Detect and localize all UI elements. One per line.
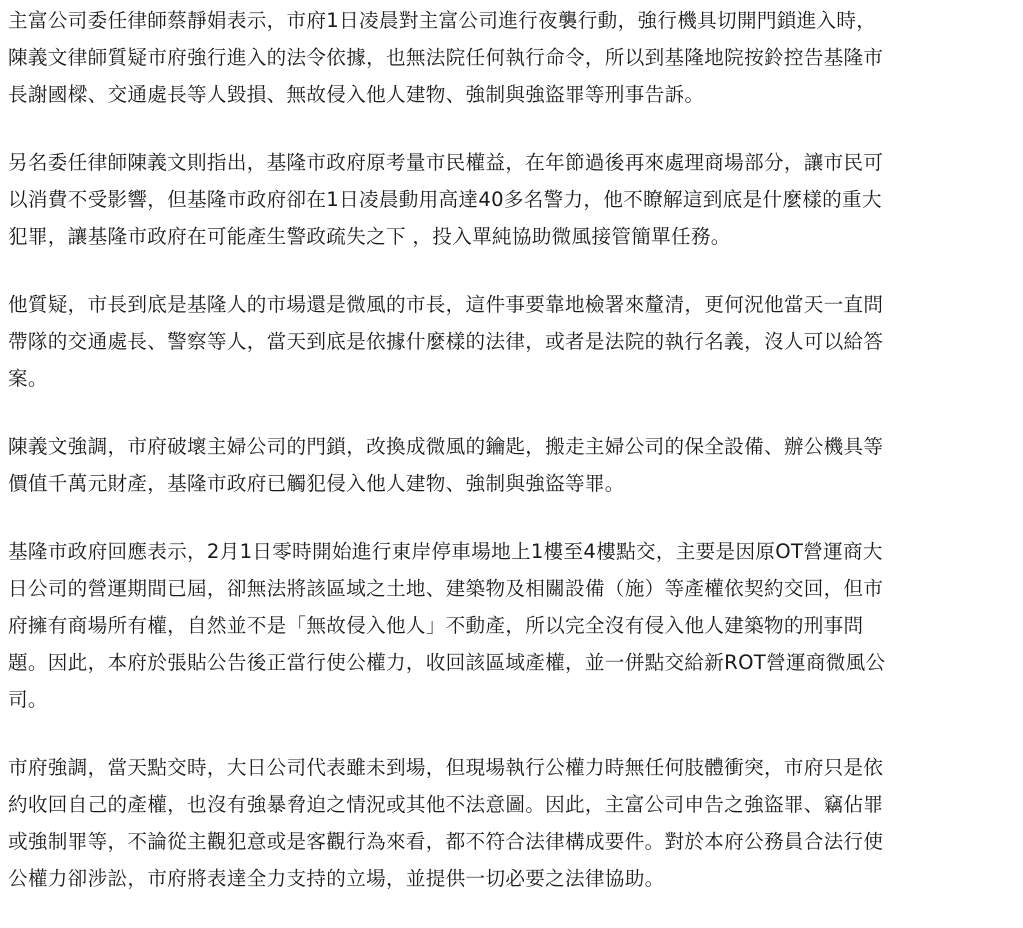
paragraph-line: 案。 [8, 367, 48, 390]
paragraph-line: 日公司的營運期間已屆，卻無法將該區域之土地、建築物及相關設備（施）等產權依契約交回，但市 [8, 577, 884, 600]
paragraph-line: 價值千萬元財產，基隆市政府已觸犯侵入他人建物、強制與強盜等罪。 [8, 472, 625, 495]
paragraph-line: 帶隊的交通處長、警察等人，當天到底是依據什麼樣的法律，或者是法院的執行名義，沒人可以給答 [8, 330, 884, 353]
paragraph-6 [8, 749, 1018, 897]
paragraph-line: 題。因此，本府於張貼公告後正當行使公權力，收回該區域產權，並一併點交給新ROT營運商微風公 [8, 651, 886, 674]
article-body [8, 2, 1018, 928]
paragraph-line: 他質疑，市長到底是基隆人的市場還是微風的市長，這件事要靠地檢署來釐清，更何況他當天一直問 [8, 293, 884, 316]
paragraph-4 [8, 428, 1018, 502]
paragraph-line: 長謝國樑、交通處長等人毀損、無故侵入他人建物、強制與強盜罪等刑事告訴。 [8, 83, 705, 106]
paragraph-2 [8, 144, 1018, 255]
paragraph-line: 約收回自己的產權，也沒有強暴脅迫之情況或其他不法意圖。因此，主富公司申告之強盜罪、竊佔罪 [8, 793, 884, 816]
paragraph-line: 另名委任律師陳義文則指出，基隆市政府原考量市民權益，在年節過後再來處理商場部分，讓市民可 [8, 151, 884, 174]
paragraph-line: 市府強調，當天點交時，大日公司代表雖未到場，但現場執行公權力時無任何肢體衝突，市府只是依 [8, 756, 884, 779]
paragraph-line: 以消費不受影響，但基隆市政府卻在1日凌晨動用高達40多名警力，他不瞭解這到底是什麼樣的重大 [8, 188, 882, 211]
paragraph-1 [8, 2, 1018, 113]
paragraph-line: 基隆市政府回應表示，2月1日零時開始進行東岸停車場地上1樓至4樓點交，主要是因原OT營運商大 [8, 540, 883, 563]
paragraph-line: 主富公司委任律師蔡靜娟表示，市府1日凌晨對主富公司進行夜襲行動，強行機具切開門鎖進入時， [8, 9, 877, 32]
paragraph-line: 陳義文律師質疑市府強行進入的法令依據，也無法院任何執行命令，所以到基隆地院按鈴控告基隆市 [8, 46, 884, 69]
paragraph-line: 司。 [8, 688, 48, 711]
paragraph-line: 犯罪，讓基隆市政府在可能產生警政疏失之下 ，投入單純協助微風接管簡單任務。 [8, 225, 731, 248]
paragraph-line: 或強制罪等，不論從主觀犯意或是客觀行為來看，都不符合法律構成要件。對於本府公務員合法行使 [8, 830, 884, 853]
paragraph-line: 陳義文強調，市府破壞主婦公司的門鎖，改換成微風的鑰匙，搬走主婦公司的保全設備、辦公機具等 [8, 435, 884, 458]
paragraph-line: 府擁有商場所有權，自然並不是「無故侵入他人」不動產，所以完全沒有侵入他人建築物的刑事問 [8, 614, 864, 637]
paragraph-line: 公權力卻涉訟，市府將表達全力支持的立場，並提供一切必要之法律協助。 [8, 867, 665, 890]
paragraph-3 [8, 286, 1018, 397]
paragraph-5 [8, 533, 1018, 718]
